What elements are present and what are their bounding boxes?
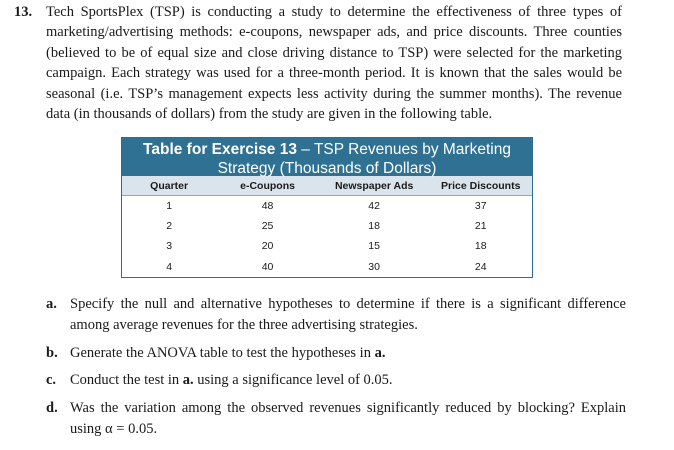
cell-newspaper-ads: 18	[368, 220, 380, 232]
cell-e-coupons: 48	[261, 200, 274, 212]
header-e-coupons: e-Coupons	[216, 176, 319, 196]
problem-statement: Tech SportsPlex (TSP) is conducting a study to determine the effectiveness of three types of marketing/advertising methods: e-coupons, newspaper ads, and price discounts. Three counties (believed to be of equal size and close driving distance to TSP) were selected for the marketing campaign. Each strategy was used for a three-month period. It is known that the sales would be seasonal (i.e. TSP’s management expects less activity during the summer months). The revenue data (in thousands of dollars) from the study are given in the following table.	[46, 4, 622, 123]
cell-price-discounts: 21	[474, 220, 487, 232]
table-row	[122, 256, 532, 277]
cell-newspaper-ads: 42	[368, 200, 380, 212]
part-text: Generate the ANOVA table to test the hypotheses in a.	[70, 345, 386, 361]
part-label: a.	[46, 296, 57, 312]
table-title-text: – TSP Revenues by Marketing Strategy (Thousands of Dollars)	[217, 141, 511, 177]
part-label: c.	[46, 372, 57, 388]
problem-number: 13.	[14, 4, 33, 20]
cell-price-discounts: 37	[474, 200, 487, 212]
cell-e-coupons: 20	[261, 240, 274, 252]
table-header-row	[122, 176, 532, 196]
cell-price-discounts: 24	[474, 260, 487, 273]
table-row	[122, 196, 532, 217]
part-label: d.	[46, 400, 58, 416]
header-quarter: Quarter	[122, 176, 216, 196]
table-row	[122, 216, 532, 236]
cell-newspaper-ads: 15	[368, 240, 380, 252]
header-newspaper-ads: Newspaper Ads	[319, 176, 430, 196]
table-row	[122, 236, 532, 256]
part-label: b.	[46, 345, 58, 361]
table-title	[122, 138, 532, 176]
part-ref: a.	[374, 345, 386, 361]
part-text: Was the variation among the observed revenues significantly reduced by blocking? Explain using α = 0.05.	[70, 400, 626, 437]
cell-quarter: 3	[166, 240, 173, 252]
cell-e-coupons: 40	[261, 260, 274, 273]
part-text: Conduct the test in a. using a significance level of 0.05.	[70, 372, 393, 388]
cell-e-coupons: 25	[261, 220, 274, 232]
revenue-data-table	[122, 176, 532, 277]
cell-newspaper-ads: 30	[368, 260, 380, 273]
header-price-discounts: Price Discounts	[429, 176, 532, 196]
table-title-label: Table for Exercise 13	[143, 141, 297, 158]
cell-price-discounts: 18	[474, 240, 487, 252]
cell-quarter: 4	[166, 260, 173, 273]
cell-quarter: 1	[166, 200, 173, 212]
part-text: Specify the null and alternative hypotheses to determine if there is a significant difference among average revenues for the three advertising strategies.	[70, 296, 626, 333]
cell-quarter: 2	[166, 220, 173, 232]
part-ref: a.	[182, 372, 194, 388]
revenue-table	[121, 137, 533, 278]
